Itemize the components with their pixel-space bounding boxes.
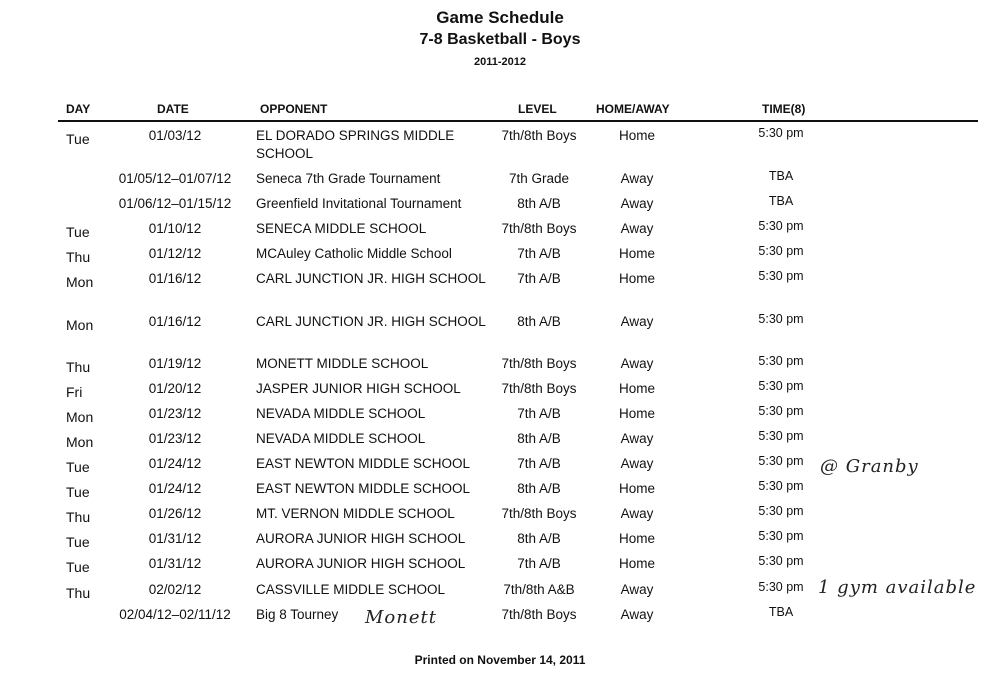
table-row xyxy=(0,271,1000,311)
column-header-home-away: HOME/AWAY xyxy=(596,102,670,116)
printed-date: Printed on November 14, 2011 xyxy=(414,653,586,667)
row-home-away: Away xyxy=(620,431,654,446)
row-time: 5:30 pm xyxy=(758,312,804,326)
column-header-day: DAY xyxy=(66,102,91,116)
row-home-away: Home xyxy=(618,271,655,286)
row-time: 5:30 pm xyxy=(758,354,804,368)
row-home-away: Away xyxy=(620,221,654,236)
handwritten-note-gym: 1 gym available xyxy=(818,577,977,598)
row-day: Mon xyxy=(66,434,94,450)
row-opponent: CARL JUNCTION JR. HIGH SCHOOL xyxy=(256,314,486,329)
row-time: 5:30 pm xyxy=(758,219,804,233)
row-date: 01/16/12 xyxy=(148,271,202,286)
row-opponent: AURORA JUNIOR HIGH SCHOOL xyxy=(256,556,466,571)
header-divider xyxy=(58,120,978,122)
row-level: 7th/8th Boys xyxy=(501,506,577,521)
handwritten-note-monett: Monett xyxy=(365,607,437,628)
row-time: 5:30 pm xyxy=(758,429,804,443)
row-opponent: CASSVILLE MIDDLE SCHOOL xyxy=(256,582,446,597)
row-day: Tue xyxy=(66,484,90,500)
column-header-time: TIME(8) xyxy=(762,102,806,116)
row-opponent: MT. VERNON MIDDLE SCHOOL xyxy=(256,506,455,521)
row-home-away: Away xyxy=(620,196,654,211)
row-home-away: Away xyxy=(620,314,654,329)
row-time: 5:30 pm xyxy=(758,479,804,493)
row-time: 5:30 pm xyxy=(758,454,804,468)
row-home-away: Home xyxy=(618,531,655,546)
row-opponent: EAST NEWTON MIDDLE SCHOOL xyxy=(256,456,471,471)
row-home-away: Home xyxy=(618,128,655,143)
row-time: TBA xyxy=(768,194,794,208)
row-time: 5:30 pm xyxy=(758,554,804,568)
row-home-away: Away xyxy=(620,456,654,471)
row-level: 8th A/B xyxy=(517,196,561,211)
column-header-level: LEVEL xyxy=(518,102,557,116)
row-opponent: CARL JUNCTION JR. HIGH SCHOOL xyxy=(256,271,486,286)
row-date: 01/10/12 xyxy=(148,221,202,236)
row-opponent: Seneca 7th Grade Tournament xyxy=(256,171,441,186)
row-home-away: Home xyxy=(618,381,655,396)
row-day: Mon xyxy=(66,317,94,333)
row-level: 7th/8th Boys xyxy=(501,221,577,236)
row-time: 5:30 pm xyxy=(758,504,804,518)
row-day: Thu xyxy=(66,585,91,601)
row-time: 5:30 pm xyxy=(758,379,804,393)
row-level: 7th Grade xyxy=(508,171,570,186)
row-time: 5:30 pm xyxy=(758,269,804,283)
row-time: 5:30 pm xyxy=(758,126,804,140)
table-row xyxy=(0,128,1000,168)
row-home-away: Home xyxy=(618,406,655,421)
row-day: Thu xyxy=(66,509,91,525)
row-home-away: Home xyxy=(618,481,655,496)
handwritten-note-granby: @ Granby xyxy=(820,456,919,477)
page-title: Game Schedule xyxy=(436,8,564,27)
row-opponent: MONETT MIDDLE SCHOOL xyxy=(256,356,429,371)
row-home-away: Home xyxy=(618,246,655,261)
row-level: 7th A/B xyxy=(517,456,561,471)
row-level: 8th A/B xyxy=(517,431,561,446)
row-home-away: Away xyxy=(620,582,654,597)
row-home-away: Home xyxy=(618,556,655,571)
table-row xyxy=(0,607,1000,647)
row-date: 01/23/12 xyxy=(148,406,202,421)
column-header-opponent: OPPONENT xyxy=(260,102,328,116)
row-opponent: NEVADA MIDDLE SCHOOL xyxy=(256,431,426,446)
row-time: 5:30 pm xyxy=(758,529,804,543)
row-date: 01/24/12 xyxy=(148,481,202,496)
row-home-away: Away xyxy=(620,171,654,186)
row-opponent: AURORA JUNIOR HIGH SCHOOL xyxy=(256,531,466,546)
row-day: Tue xyxy=(66,224,90,240)
row-date: 01/05/12–01/07/12 xyxy=(118,171,232,186)
row-level: 7th A/B xyxy=(517,246,561,261)
row-level: 8th A/B xyxy=(517,531,561,546)
row-home-away: Away xyxy=(620,607,654,622)
row-date: 01/03/12 xyxy=(148,128,202,143)
row-date: 01/26/12 xyxy=(148,506,202,521)
row-level: 7th A/B xyxy=(517,271,561,286)
row-day: Thu xyxy=(66,249,91,265)
row-time: 5:30 pm xyxy=(758,404,804,418)
row-opponent: JASPER JUNIOR HIGH SCHOOL xyxy=(256,381,461,396)
row-day: Fri xyxy=(66,384,83,400)
row-level: 7th/8th A&B xyxy=(503,582,575,597)
row-date: 01/12/12 xyxy=(148,246,202,261)
row-level: 7th A/B xyxy=(517,556,561,571)
row-date: 01/31/12 xyxy=(148,531,202,546)
row-level: 7th A/B xyxy=(517,406,561,421)
row-level: 8th A/B xyxy=(517,314,561,329)
row-time: TBA xyxy=(768,605,794,619)
row-day: Thu xyxy=(66,359,91,375)
row-opponent: Greenfield Invitational Tournament xyxy=(256,196,462,211)
row-level: 7th/8th Boys xyxy=(501,356,577,371)
row-date: 01/31/12 xyxy=(148,556,202,571)
row-day: Tue xyxy=(66,534,90,550)
season-label: 2011-2012 xyxy=(474,56,526,68)
row-day: Tue xyxy=(66,559,90,575)
row-date: 02/04/12–02/11/12 xyxy=(119,607,231,622)
table-row xyxy=(0,314,1000,354)
row-home-away: Away xyxy=(620,356,654,371)
row-opponent: Big 8 Tourney xyxy=(256,607,339,622)
row-date: 01/16/12 xyxy=(148,314,202,329)
row-home-away: Away xyxy=(620,506,654,521)
row-day: Tue xyxy=(66,131,90,147)
row-date: 01/24/12 xyxy=(148,456,202,471)
column-header-date: DATE xyxy=(157,102,189,116)
row-day: Mon xyxy=(66,274,94,290)
row-day: Mon xyxy=(66,409,94,425)
row-date: 01/19/12 xyxy=(148,356,202,371)
row-opponent: MCAuley Catholic Middle School xyxy=(256,246,452,261)
row-time: 5:30 pm xyxy=(758,244,804,258)
row-level: 8th A/B xyxy=(517,481,561,496)
row-date: 01/23/12 xyxy=(148,431,202,446)
row-date: 01/20/12 xyxy=(148,381,202,396)
row-time: TBA xyxy=(768,169,794,183)
row-opponent: EL DORADO SPRINGS MIDDLE SCHOOL xyxy=(256,128,455,161)
row-time: 5:30 pm xyxy=(758,580,804,594)
row-level: 7th/8th Boys xyxy=(501,607,577,622)
page-subtitle: 7-8 Basketball - Boys xyxy=(419,31,581,48)
row-opponent: EAST NEWTON MIDDLE SCHOOL xyxy=(256,481,471,496)
row-date: 01/06/12–01/15/12 xyxy=(118,196,232,211)
row-level: 7th/8th Boys xyxy=(501,128,577,143)
row-level: 7th/8th Boys xyxy=(501,381,577,396)
row-opponent: SENECA MIDDLE SCHOOL xyxy=(256,221,427,236)
row-day: Tue xyxy=(66,459,90,475)
row-date: 02/02/12 xyxy=(148,582,202,597)
row-opponent: NEVADA MIDDLE SCHOOL xyxy=(256,406,426,421)
